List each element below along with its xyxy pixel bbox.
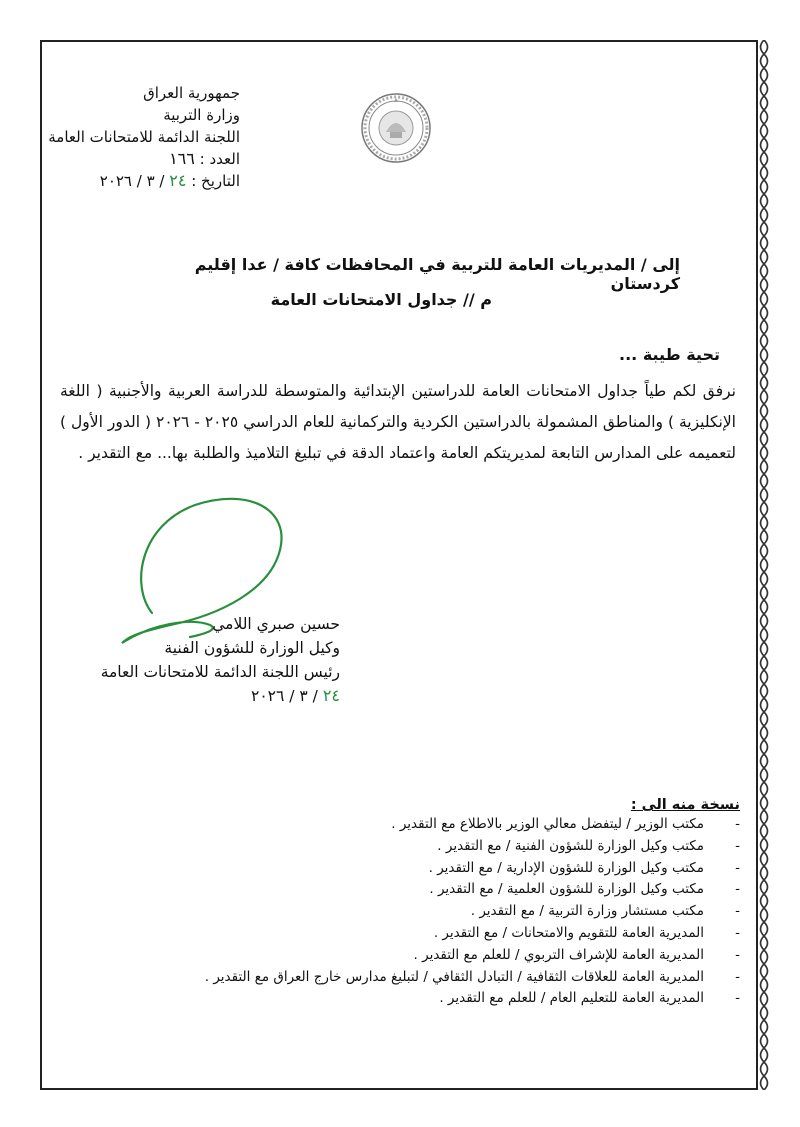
signature-block [80, 612, 340, 708]
country-name: جمهورية العراق [143, 84, 240, 102]
list-item: - مكتب وكيل الوزارة للشؤون الفنية / مع التقدير . [437, 837, 740, 854]
reference-number [40, 148, 240, 170]
number-value: ١٦٦ [169, 149, 195, 168]
letter-body: نرفق لكم طياً جداول الامتحانات العامة للدراستين الإبتدائية والمتوسطة للدراسة العربية والأجنبية ( اللغة الإنكليزية ) والمناطق المشمولة بالدراستين الكردية والتركمانية للعام الدراسي ٢٠٢٥ - ٢٠٢٦ ( الدور الأول ) لتعميمه على المدارس التابعة لمديريتكم العامة واعتماد الدقة في تبليغ التلاميذ والطلبة بها... مع التقدير . [60, 382, 736, 462]
wavy-border-decoration [756, 40, 772, 1090]
signature-date [80, 684, 340, 708]
signature-date-day-handwritten: ٢٤ [322, 686, 340, 705]
copy-item-text: مكتب وكيل الوزارة للشؤون الإدارية / مع التقدير . [428, 859, 704, 876]
copy-item-text: مكتب وكيل الوزارة للشؤون الفنية / مع التقدير . [437, 837, 704, 854]
committee-name: اللجنة الدائمة للامتحانات العامة [48, 128, 240, 146]
date-day-handwritten: ٢٤ [169, 171, 187, 190]
copy-item-text: مكتب وكيل الوزارة للشؤون العلمية / مع التقدير . [429, 881, 704, 898]
copy-to-list [100, 814, 740, 1010]
list-item: - مكتب وكيل الوزارة للشؤون الإدارية / مع التقدير . [428, 859, 740, 876]
copy-item-text: المديرية العامة للتقويم والامتحانات / مع التقدير . [433, 924, 704, 941]
copy-item-text: المديرية العامة للعلاقات الثقافية / التبادل الثقافي / لتبليغ مدارس خارج العراق مع التقدير . [204, 968, 704, 985]
number-label: العدد : [199, 150, 240, 168]
list-item: - المديرية العامة للإشراف التربوي / للعلم مع التقدير . [413, 946, 740, 963]
list-item: - مكتب مستشار وزارة التربية / مع التقدير . [470, 903, 740, 920]
date-rest: / ٣ / ٢٠٢٦ [99, 172, 165, 190]
copy-item-text: مكتب الوزير / ليتفضل معالي الوزير بالاطلاع مع التقدير . [391, 816, 704, 832]
list-item: - المديرية العامة للتعليم العام / للعلم مع التقدير . [439, 990, 740, 1007]
list-item: - مكتب الوزير / ليتفضل معالي الوزير بالاطلاع مع التقدير . [391, 816, 740, 832]
ministry-seal [360, 92, 432, 164]
subject-line: م // جداول الامتحانات العامة [270, 290, 492, 309]
ministry-name: وزارة التربية [163, 106, 240, 124]
signatory-title: وكيل الوزارة للشؤون الفنية [164, 639, 340, 657]
copy-item-text: المديرية العامة للتعليم العام / للعلم مع التقدير . [439, 990, 704, 1007]
copy-to-heading: نسخة منه الى : [630, 797, 740, 813]
list-item: - المديرية العامة للتقويم والامتحانات / مع التقدير . [433, 924, 740, 941]
signatory-position: رئيس اللجنة الدائمة للامتحانات العامة [100, 663, 340, 681]
list-item: - مكتب وكيل الوزارة للشؤون العلمية / مع التقدير . [429, 881, 740, 898]
copy-item-text: مكتب مستشار وزارة التربية / مع التقدير . [470, 903, 704, 920]
date-label: التاريخ : [191, 172, 240, 190]
signature-date-rest: / ٣ / ٢٠٢٦ [251, 687, 318, 705]
header-block [40, 82, 240, 192]
addressee-line: إلى / المديريات العامة للتربية في المحافظات كافة / عدا إقليم كردستان [194, 255, 680, 293]
issue-date [40, 170, 240, 192]
copy-item-text: المديرية العامة للإشراف التربوي / للعلم مع التقدير . [413, 946, 704, 963]
signatory-name: حسين صبري اللامي [212, 615, 340, 633]
list-item: - المديرية العامة للعلاقات الثقافية / التبادل الثقافي / لتبليغ مدارس خارج العراق مع التقدير . [204, 968, 740, 985]
greeting: تحية طيبة ... [619, 345, 720, 364]
